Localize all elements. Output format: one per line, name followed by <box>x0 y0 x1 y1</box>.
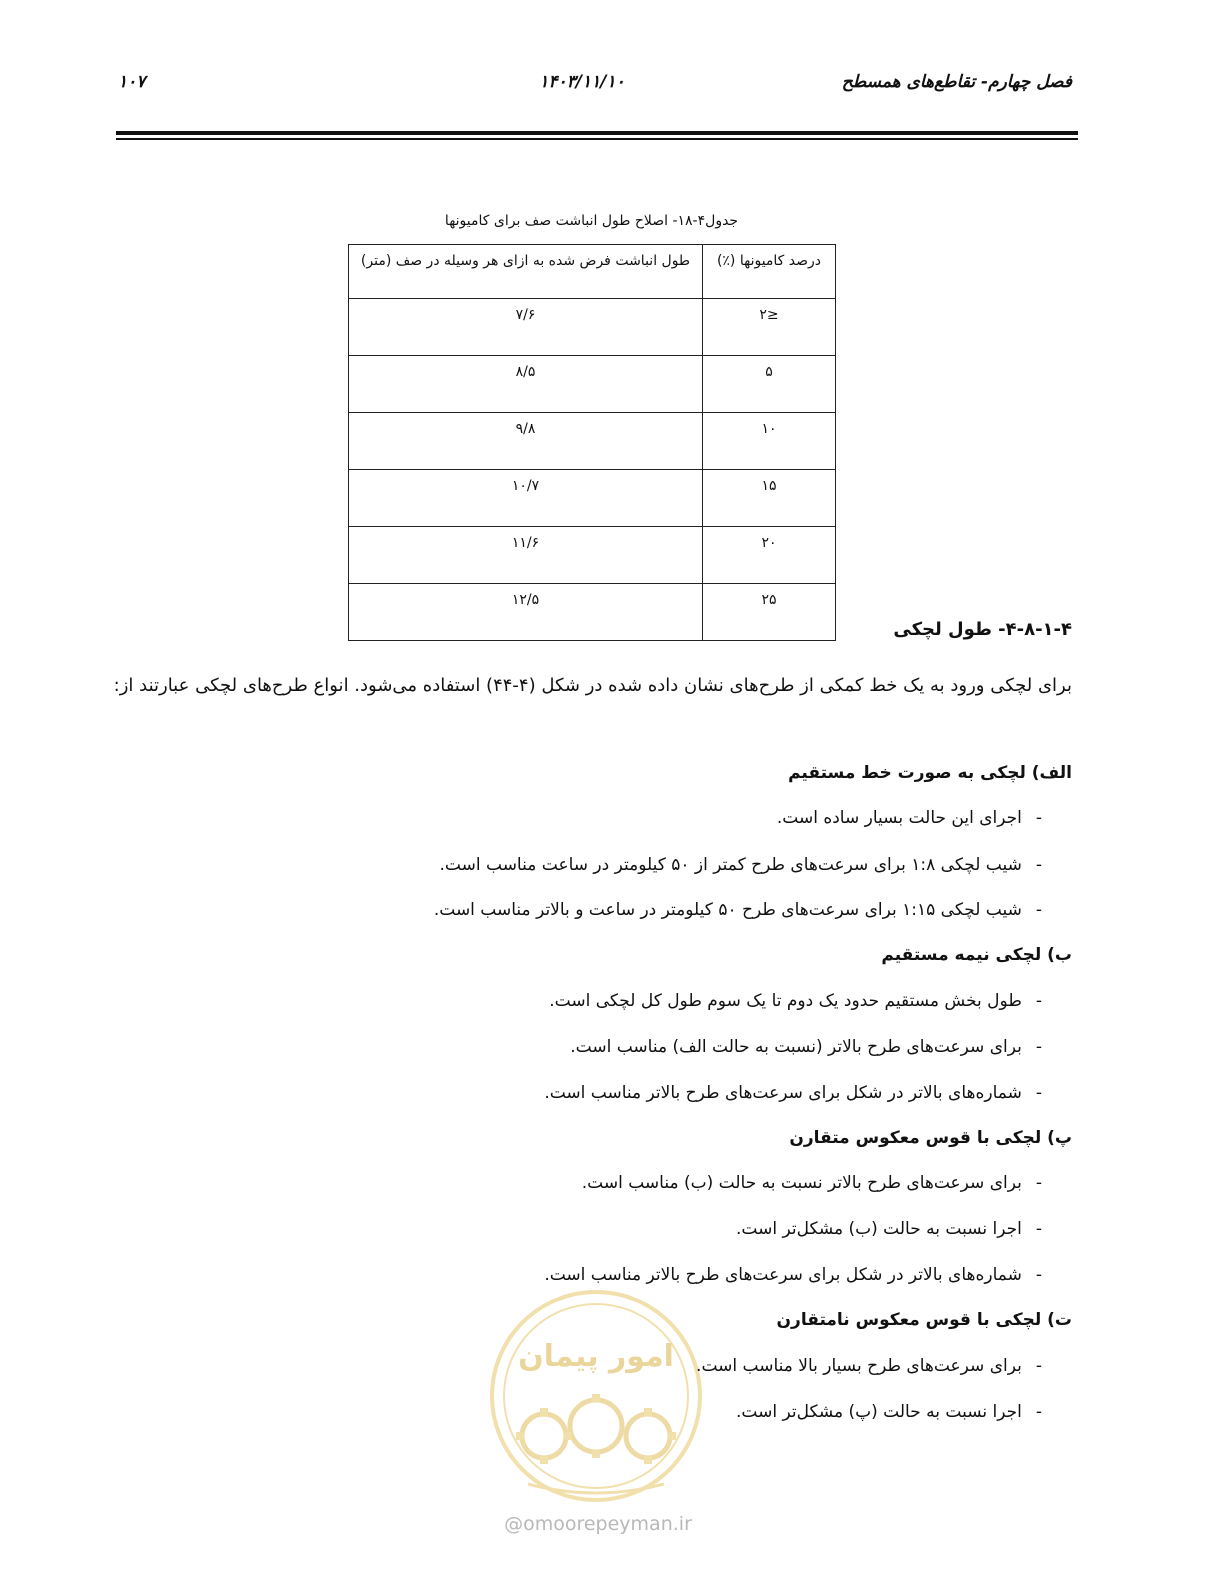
list-item-text: برای سرعت‌های طرح بالاتر (نسبت به حالت الف) مناسب است. <box>570 1037 1022 1057</box>
list-item <box>582 1173 1042 1193</box>
list-item <box>544 1083 1042 1103</box>
section-title: ۴-۸-۱-۴- طول لچکی <box>893 619 1072 640</box>
cell-truck-percent: ۲۰ <box>703 527 836 584</box>
list-item <box>696 1356 1042 1376</box>
group-title-semi-straight: ب) لچکی نیمه مستقیم <box>881 945 1072 965</box>
bullet-dash: - <box>1035 1402 1042 1422</box>
bullet-dash: - <box>1035 900 1042 920</box>
group-title-straight: الف) لچکی به صورت خط مستقیم <box>788 763 1072 783</box>
list-item <box>570 1037 1042 1057</box>
bullet-dash: - <box>1035 1219 1042 1239</box>
list-item <box>440 855 1042 875</box>
cell-truck-percent: ۵ <box>703 356 836 413</box>
table-row <box>349 470 836 527</box>
bullet-dash: - <box>1035 1083 1042 1103</box>
cell-truck-percent: ≤۲ <box>703 299 836 356</box>
list-item <box>434 900 1042 920</box>
cell-truck-percent: ۲۵ <box>703 584 836 641</box>
header-date: ۱۴۰۳/۱۱/۱۰ <box>539 72 625 92</box>
watermark-url: @omoorepeyman.ir <box>504 1513 692 1535</box>
list-item <box>549 991 1042 1011</box>
list-item-text: برای سرعت‌های طرح بسیار بالا مناسب است. <box>696 1356 1022 1376</box>
table-row <box>349 527 836 584</box>
cell-queue-length: ۹/۸ <box>349 413 703 470</box>
list-item-text: اجرا نسبت به حالت (پ) مشکل‌تر است. <box>735 1402 1022 1422</box>
bullet-dash: - <box>1035 1173 1042 1193</box>
watermark-seal-icon <box>488 1288 704 1504</box>
chapter-title: فصل چهارم- تقاطع‌های همسطح <box>841 72 1072 92</box>
bullet-dash: - <box>1035 1037 1042 1057</box>
list-item <box>736 1402 1042 1422</box>
list-item-text: شماره‌های بالاتر در شکل برای سرعت‌های طرح بالاتر مناسب است. <box>544 1083 1022 1103</box>
list-item-text: برای سرعت‌های طرح بالاتر نسبت به حالت (ب) مناسب است. <box>581 1173 1022 1193</box>
header-truck-percent: درصد کامیونها (٪) <box>703 245 836 299</box>
header-rule-thin <box>116 138 1078 140</box>
list-item-text: اجرا نسبت به حالت (ب) مشکل‌تر است. <box>735 1219 1022 1239</box>
header-queue-length: طول انباشت فرض شده به ازای هر وسیله در صف (متر) <box>349 245 703 299</box>
cell-truck-percent: ۱۵ <box>703 470 836 527</box>
header-rule-thick <box>116 131 1078 135</box>
group-title-asymmetric-reverse: ت) لچکی با قوس معکوس نامتقارن <box>776 1310 1072 1330</box>
table-header-row <box>349 245 836 299</box>
cell-queue-length: ۱۱/۶ <box>349 527 703 584</box>
table-row <box>349 413 836 470</box>
list-item-text: طول بخش مستقیم حدود یک دوم تا یک سوم طول کل لچکی است. <box>549 991 1022 1011</box>
cell-queue-length: ۱۰/۷ <box>349 470 703 527</box>
table-row <box>349 299 836 356</box>
list-item-text: شماره‌های بالاتر در شکل برای سرعت‌های طرح بالاتر مناسب است. <box>544 1265 1022 1285</box>
cell-truck-percent: ۱۰ <box>703 413 836 470</box>
table-caption: جدول۴-۱۸- اصلاح طول انباشت صف برای کامیونها <box>444 213 739 229</box>
table-row <box>349 356 836 413</box>
list-item-text: اجرای این حالت بسیار ساده است. <box>776 808 1022 828</box>
bullet-dash: - <box>1035 1356 1042 1376</box>
list-item-text: شیب لچکی ۱:۱۵ برای سرعت‌های طرح ۵۰ کیلومتر در ساعت و بالاتر مناسب است. <box>433 900 1022 920</box>
list-item-text: شیب لچکی ۱:۸ برای سرعت‌های طرح کمتر از ۵۰ کیلومتر در ساعت مناسب است. <box>439 855 1022 875</box>
truck-queue-table <box>348 244 836 641</box>
section-paragraph: برای لچکی ورود به یک خط کمکی از طرح‌های نشان داده شده در شکل (۴-۴۴) استفاده می‌شود. انواع طرح‌های لچکی عبارتند از: <box>113 675 1072 696</box>
group-title-symmetric-reverse: پ) لچکی با قوس معکوس متقارن <box>789 1128 1072 1148</box>
list-item <box>777 808 1042 828</box>
bullet-dash: - <box>1035 991 1042 1011</box>
list-item <box>544 1265 1042 1285</box>
bullet-dash: - <box>1035 808 1042 828</box>
cell-queue-length: ۱۲/۵ <box>349 584 703 641</box>
cell-queue-length: ۸/۵ <box>349 356 703 413</box>
bullet-dash: - <box>1035 1265 1042 1285</box>
page-number: ۱۰۷ <box>118 72 146 92</box>
watermark-logo-text: امور پیمان <box>518 1339 674 1374</box>
list-item <box>736 1219 1042 1239</box>
bullet-dash: - <box>1035 855 1042 875</box>
cell-queue-length: ۷/۶ <box>349 299 703 356</box>
table-row <box>349 584 836 641</box>
